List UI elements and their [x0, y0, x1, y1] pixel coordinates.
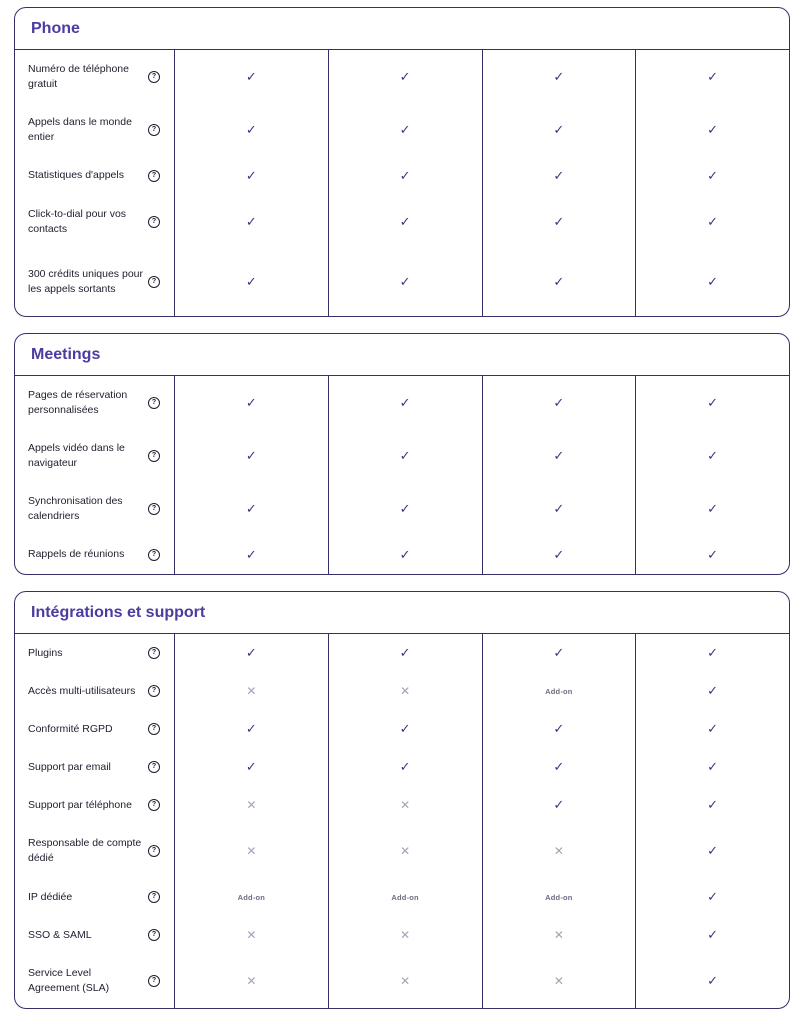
plan-cell [483, 535, 637, 574]
checkmark-icon: ✓ [707, 213, 719, 229]
checkmark-icon: ✓ [245, 394, 257, 410]
feature-label: Click-to-dial pour vos contacts [28, 207, 127, 235]
plan-cell [483, 824, 637, 878]
help-icon[interactable]: ? [148, 549, 160, 561]
feature-row [15, 748, 789, 786]
checkmark-icon: ✓ [553, 721, 565, 736]
plan-cell [175, 634, 329, 672]
checkmark-icon: ✓ [399, 167, 411, 183]
help-icon[interactable]: ? [148, 891, 160, 903]
feature-label: Appels vidéo dans le navigateur [28, 441, 125, 469]
feature-name-cell [15, 482, 175, 535]
cross-icon: ✕ [246, 928, 257, 942]
plan-cell [175, 672, 329, 710]
cross-icon: ✕ [246, 844, 257, 858]
checkmark-icon: ✓ [707, 546, 719, 562]
plan-cell [329, 672, 483, 710]
feature-label: Appels dans le monde entier [28, 115, 132, 143]
checkmark-icon: ✓ [245, 213, 257, 229]
plan-cell [483, 156, 637, 195]
checkmark-icon: ✓ [707, 274, 719, 289]
cross-icon: ✕ [400, 928, 411, 942]
help-icon[interactable]: ? [148, 761, 160, 773]
checkmark-icon: ✓ [245, 274, 257, 289]
feature-row [15, 954, 789, 1008]
checkmark-icon: ✓ [399, 121, 411, 137]
feature-row [15, 710, 789, 748]
plan-cell [175, 710, 329, 748]
section-title: Intégrations et support [15, 592, 789, 634]
plan-cell [636, 376, 789, 429]
plan-cell [329, 710, 483, 748]
checkmark-icon: ✓ [553, 274, 565, 289]
feature-name-cell [15, 748, 175, 786]
feature-label: Conformité RGPD [28, 722, 113, 735]
checkmark-icon: ✓ [399, 500, 411, 516]
checkmark-icon: ✓ [245, 645, 257, 660]
feature-label: Statistiques d'appels [28, 169, 124, 181]
plan-cell [175, 195, 329, 248]
checkmark-icon: ✓ [707, 394, 719, 410]
plan-cell [175, 824, 329, 878]
checkmark-icon: ✓ [707, 447, 719, 463]
section-integrations-et-support [14, 591, 790, 1009]
plan-cell [636, 156, 789, 195]
help-icon[interactable]: ? [148, 723, 160, 735]
checkmark-icon: ✓ [707, 927, 719, 942]
help-icon[interactable]: ? [148, 685, 160, 697]
checkmark-icon: ✓ [399, 394, 411, 410]
feature-name-cell [15, 672, 175, 710]
plan-cell [329, 482, 483, 535]
feature-row [15, 376, 789, 429]
addon-label: Add-on [545, 892, 573, 902]
plan-cell [329, 103, 483, 156]
plan-cell [329, 376, 483, 429]
checkmark-icon: ✓ [553, 759, 565, 774]
cross-icon: ✕ [400, 844, 411, 858]
plan-cell [483, 916, 637, 954]
checkmark-icon: ✓ [707, 889, 719, 904]
help-icon[interactable]: ? [148, 71, 160, 83]
checkmark-icon: ✓ [245, 546, 257, 562]
feature-label: Accès multi-utilisateurs [28, 684, 136, 697]
section-meetings [14, 333, 790, 575]
checkmark-icon: ✓ [553, 213, 565, 229]
plan-cell [636, 710, 789, 748]
plan-cell [636, 878, 789, 916]
checkmark-icon: ✓ [245, 68, 257, 84]
checkmark-icon: ✓ [707, 500, 719, 516]
feature-row [15, 195, 789, 248]
plan-cell [483, 482, 637, 535]
addon-label: Add-on [545, 686, 573, 696]
checkmark-icon: ✓ [707, 683, 719, 698]
feature-rows [15, 50, 789, 316]
plan-cell [636, 916, 789, 954]
feature-name-cell [15, 786, 175, 824]
section-phone [14, 7, 790, 317]
plan-cell [175, 376, 329, 429]
plan-cell [329, 429, 483, 482]
help-icon[interactable]: ? [148, 929, 160, 941]
feature-name-cell [15, 50, 175, 103]
checkmark-icon: ✓ [707, 645, 719, 660]
plan-cell [483, 878, 637, 916]
checkmark-icon: ✓ [399, 274, 411, 289]
checkmark-icon: ✓ [553, 394, 565, 410]
feature-label: Numéro de téléphone gratuit [28, 62, 129, 90]
plan-cell [483, 672, 637, 710]
feature-rows [15, 634, 789, 1008]
plan-cell [483, 634, 637, 672]
cross-icon: ✕ [553, 928, 564, 942]
checkmark-icon: ✓ [399, 213, 411, 229]
checkmark-icon: ✓ [399, 68, 411, 84]
feature-label: SSO & SAML [28, 928, 92, 941]
feature-name-cell [15, 710, 175, 748]
feature-label: IP dédiée [28, 890, 73, 903]
plan-cell [483, 50, 637, 103]
plan-cell [636, 429, 789, 482]
checkmark-icon: ✓ [707, 843, 719, 858]
plan-cell [636, 535, 789, 574]
feature-name-cell [15, 954, 175, 1008]
plan-cell [636, 248, 789, 316]
plan-cell [329, 748, 483, 786]
checkmark-icon: ✓ [245, 447, 257, 463]
feature-row [15, 429, 789, 482]
checkmark-icon: ✓ [707, 121, 719, 137]
feature-name-cell [15, 376, 175, 429]
plan-cell [483, 248, 637, 316]
section-title: Meetings [15, 334, 789, 376]
feature-rows [15, 376, 789, 574]
plan-cell [636, 195, 789, 248]
section-title: Phone [15, 8, 789, 50]
plan-cell [175, 482, 329, 535]
plan-cell [175, 786, 329, 824]
plan-cell [636, 50, 789, 103]
plan-cell [329, 786, 483, 824]
cross-icon: ✕ [553, 974, 564, 988]
help-icon[interactable]: ? [148, 124, 160, 136]
checkmark-icon: ✓ [553, 121, 565, 137]
cross-icon: ✕ [246, 684, 257, 698]
checkmark-icon: ✓ [553, 645, 565, 660]
feature-label: Rappels de réunions [28, 548, 125, 560]
plan-cell [636, 748, 789, 786]
plan-cell [329, 878, 483, 916]
feature-name-cell [15, 429, 175, 482]
feature-name-cell [15, 916, 175, 954]
plan-cell [483, 710, 637, 748]
plan-cell [483, 954, 637, 1008]
feature-row [15, 634, 789, 672]
feature-row [15, 672, 789, 710]
checkmark-icon: ✓ [707, 721, 719, 736]
plan-cell [636, 824, 789, 878]
cross-icon: ✕ [400, 798, 411, 812]
feature-name-cell [15, 103, 175, 156]
plan-cell [636, 786, 789, 824]
help-icon[interactable]: ? [148, 450, 160, 462]
plan-cell [483, 376, 637, 429]
checkmark-icon: ✓ [707, 167, 719, 183]
checkmark-icon: ✓ [245, 500, 257, 516]
plan-cell [175, 103, 329, 156]
feature-name-cell [15, 195, 175, 248]
checkmark-icon: ✓ [553, 797, 565, 812]
feature-row [15, 482, 789, 535]
checkmark-icon: ✓ [245, 121, 257, 137]
plan-cell [636, 634, 789, 672]
checkmark-icon: ✓ [707, 68, 719, 84]
plan-cell [329, 248, 483, 316]
checkmark-icon: ✓ [245, 167, 257, 183]
help-icon[interactable]: ? [148, 170, 160, 182]
cross-icon: ✕ [553, 844, 564, 858]
help-icon[interactable]: ? [148, 647, 160, 659]
addon-label: Add-on [391, 892, 419, 902]
checkmark-icon: ✓ [399, 759, 411, 774]
checkmark-icon: ✓ [399, 447, 411, 463]
plan-cell [483, 429, 637, 482]
help-icon[interactable]: ? [148, 503, 160, 515]
checkmark-icon: ✓ [553, 447, 565, 463]
plan-cell [175, 156, 329, 195]
cross-icon: ✕ [400, 684, 411, 698]
checkmark-icon: ✓ [245, 759, 257, 774]
feature-row [15, 916, 789, 954]
plan-cell [175, 248, 329, 316]
help-icon[interactable]: ? [148, 397, 160, 409]
feature-row [15, 50, 789, 103]
checkmark-icon: ✓ [245, 721, 257, 736]
plan-cell [329, 50, 483, 103]
checkmark-icon: ✓ [553, 500, 565, 516]
checkmark-icon: ✓ [707, 797, 719, 812]
feature-label: Responsable de compte dédié [28, 837, 142, 864]
feature-row [15, 535, 789, 574]
feature-label: Plugins [28, 646, 63, 659]
feature-row [15, 878, 789, 916]
feature-label: Pages de réservation personnalisées [28, 388, 128, 416]
plan-cell [329, 824, 483, 878]
feature-row [15, 824, 789, 878]
checkmark-icon: ✓ [399, 721, 411, 736]
feature-row [15, 103, 789, 156]
plan-cell [329, 156, 483, 195]
feature-label: Service Level Agreement (SLA) [28, 967, 110, 994]
plan-cell [175, 916, 329, 954]
cross-icon: ✕ [246, 798, 257, 812]
plan-cell [175, 954, 329, 1008]
plan-cell [175, 429, 329, 482]
plan-cell [175, 50, 329, 103]
feature-name-cell [15, 535, 175, 574]
plan-cell [175, 535, 329, 574]
plan-cell [329, 535, 483, 574]
plan-cell [636, 672, 789, 710]
cross-icon: ✕ [400, 974, 411, 988]
plan-cell [329, 634, 483, 672]
feature-row [15, 248, 789, 316]
feature-label: Synchronisation des calendriers [28, 494, 123, 522]
feature-name-cell [15, 156, 175, 195]
plan-cell [483, 195, 637, 248]
plan-cell [636, 954, 789, 1008]
plan-cell [175, 748, 329, 786]
checkmark-icon: ✓ [399, 546, 411, 562]
plan-cell [483, 748, 637, 786]
cross-icon: ✕ [246, 974, 257, 988]
checkmark-icon: ✓ [553, 68, 565, 84]
feature-name-cell [15, 248, 175, 316]
plan-cell [329, 195, 483, 248]
feature-label: Support par téléphone [28, 798, 132, 811]
help-icon[interactable]: ? [148, 799, 160, 811]
plan-cell [636, 103, 789, 156]
feature-row [15, 156, 789, 195]
feature-label: Support par email [28, 760, 111, 773]
feature-label: 300 crédits uniques pour les appels sortants [28, 268, 143, 295]
help-icon[interactable]: ? [148, 216, 160, 228]
plan-cell [483, 786, 637, 824]
feature-name-cell [15, 634, 175, 672]
checkmark-icon: ✓ [707, 973, 719, 988]
addon-label: Add-on [237, 892, 266, 902]
checkmark-icon: ✓ [553, 167, 565, 183]
plan-cell [175, 878, 329, 916]
plan-cell [483, 103, 637, 156]
checkmark-icon: ✓ [707, 759, 719, 774]
plan-cell [329, 954, 483, 1008]
help-icon[interactable]: ? [148, 975, 160, 987]
plan-cell [329, 916, 483, 954]
feature-name-cell [15, 878, 175, 916]
feature-name-cell [15, 824, 175, 878]
checkmark-icon: ✓ [553, 546, 565, 562]
checkmark-icon: ✓ [399, 645, 411, 660]
help-icon[interactable]: ? [148, 845, 160, 857]
help-icon[interactable]: ? [148, 276, 160, 288]
plan-cell [636, 482, 789, 535]
feature-row [15, 786, 789, 824]
